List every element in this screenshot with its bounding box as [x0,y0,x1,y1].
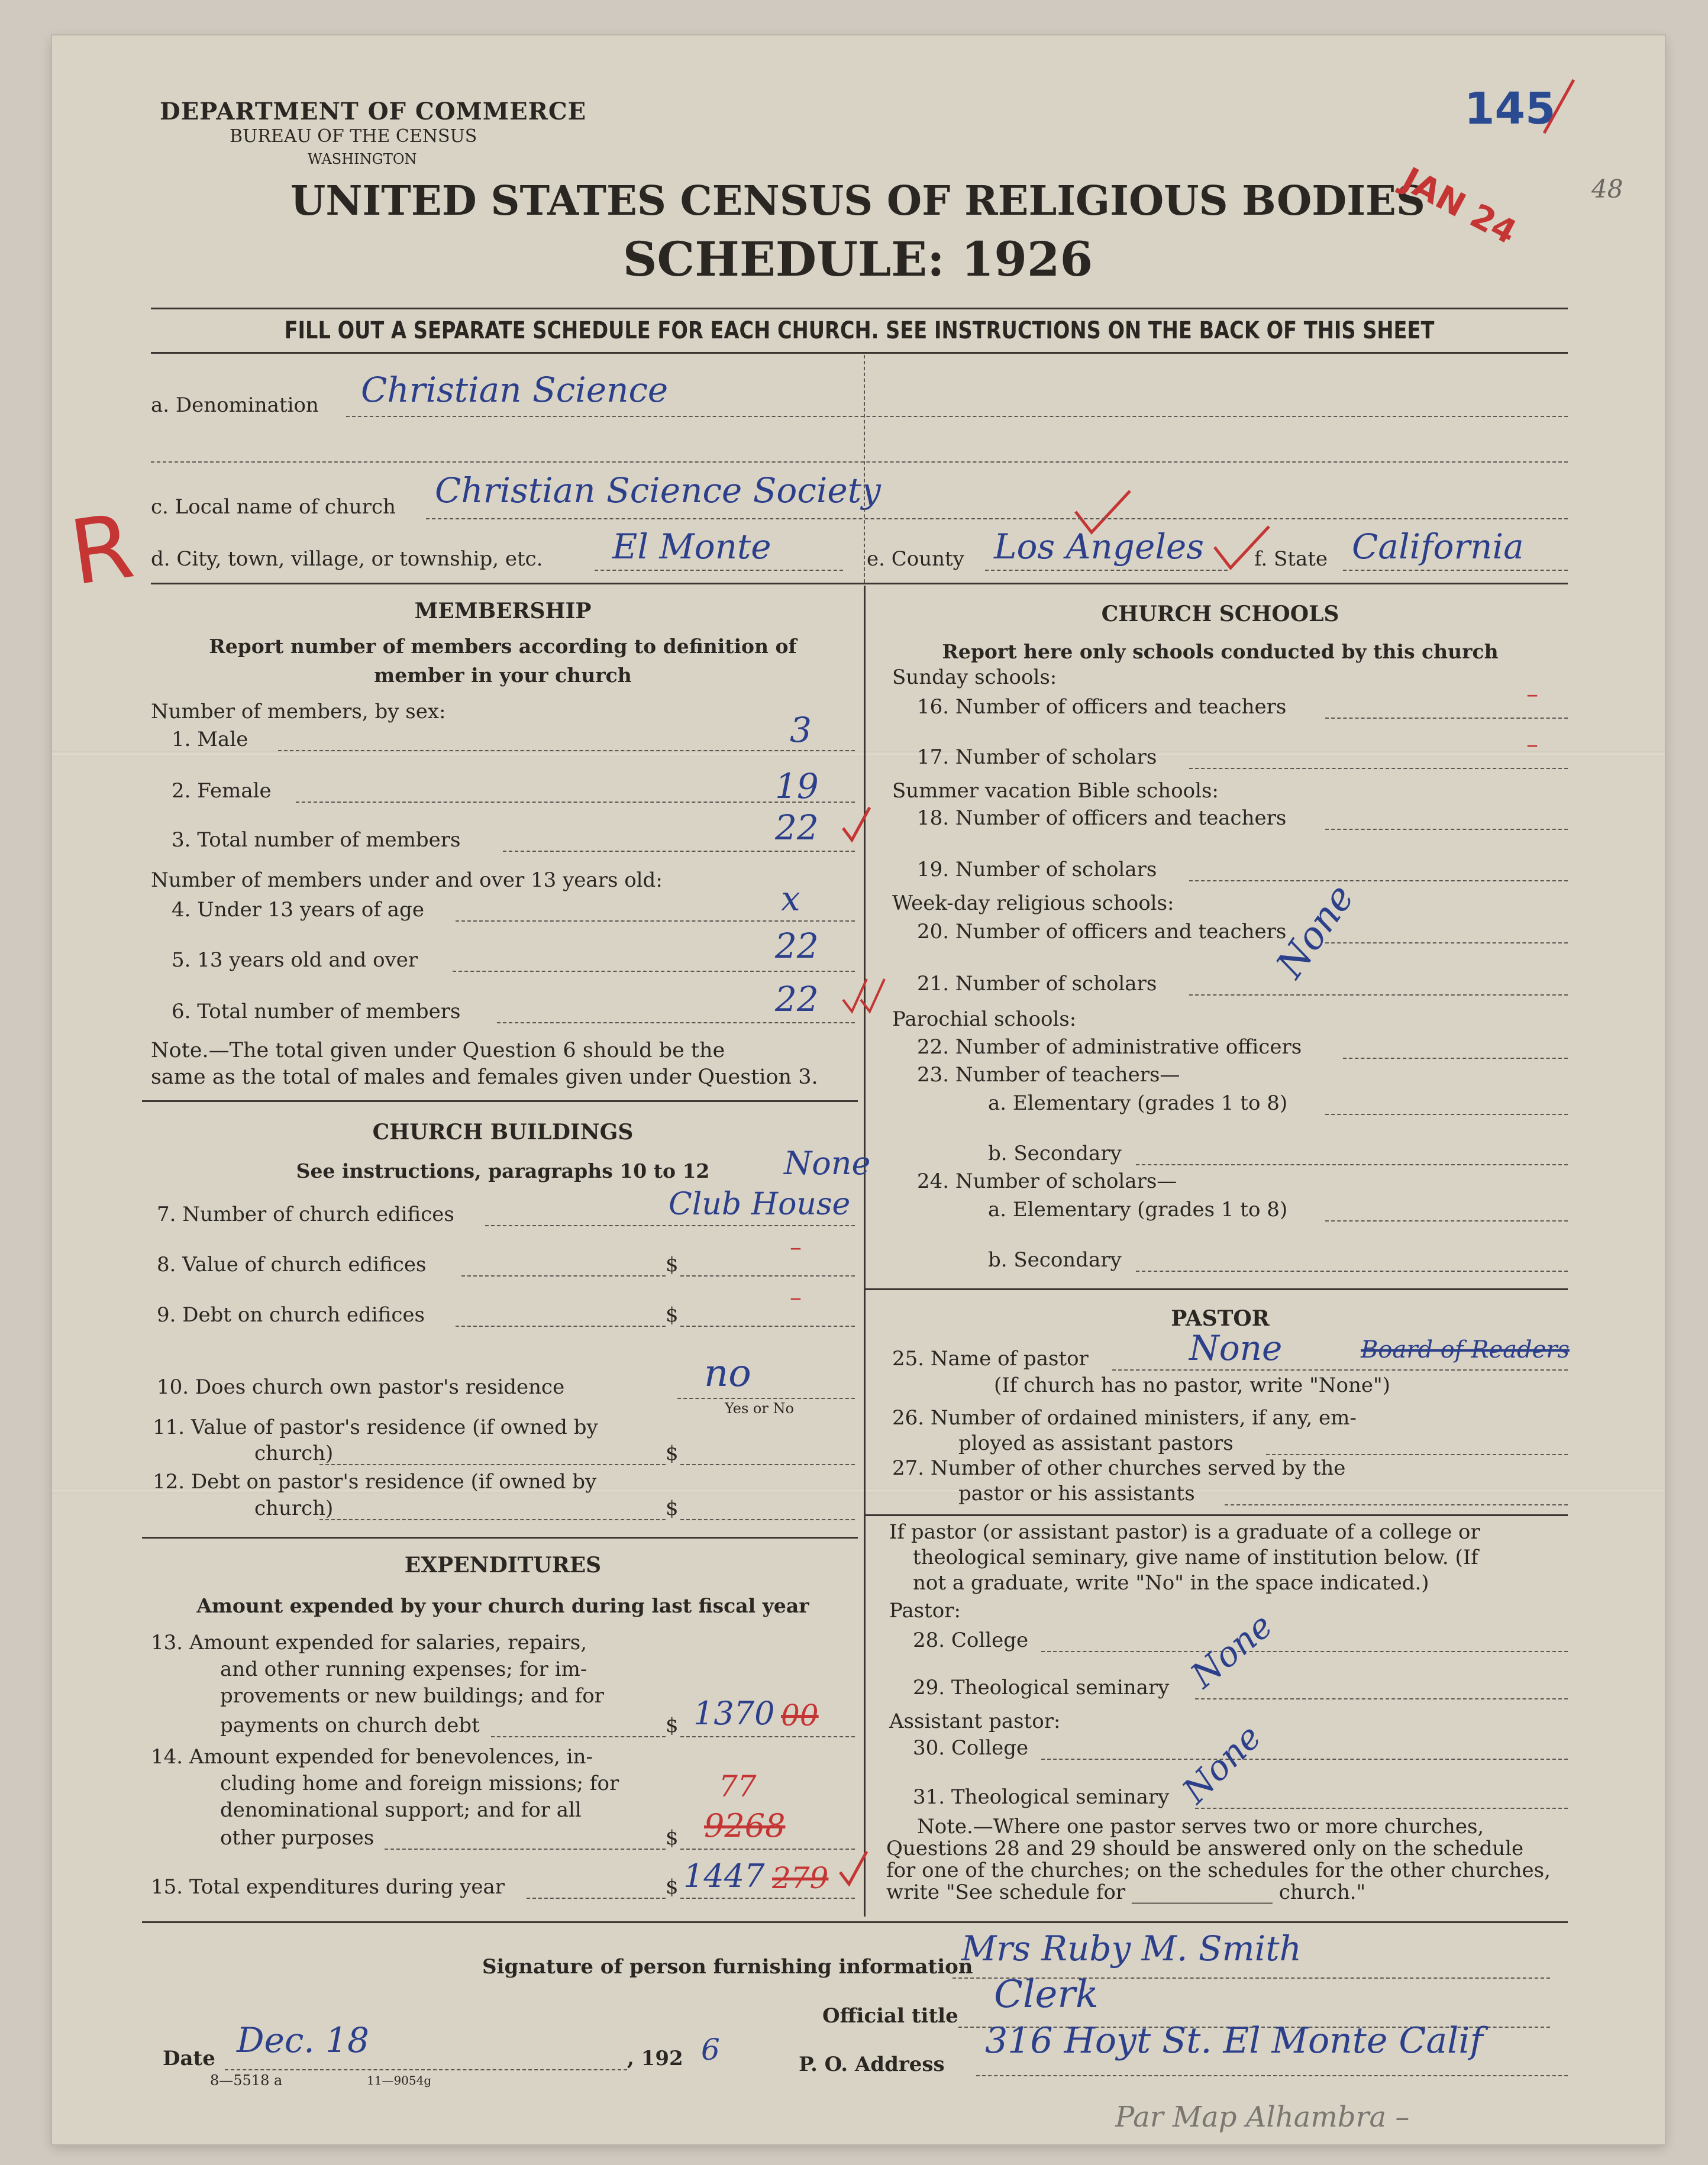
checkmark-icon [837,1849,873,1890]
rule [142,1921,1568,1923]
sunday-schools-label: Sunday schools: [892,665,1057,689]
form-title: UNITED STATES CENSUS OF RELIGIOUS BODIES [290,177,1425,225]
q29-label: 29. Theological seminary [913,1676,1170,1699]
q8-value-field[interactable]: – [790,1234,802,1261]
q8-label: 8. Value of church edifices [157,1253,427,1277]
po-address-line [976,2075,1568,2076]
q5-label: 5. 13 years old and over [172,948,418,972]
q22-line[interactable] [1343,1058,1568,1059]
corner-note: 48 [1591,175,1623,203]
q14-amount-line [680,1849,855,1850]
q13-amount-line [680,1736,855,1737]
checkmark-icon [1538,74,1580,139]
rule [142,1537,858,1539]
q1-label: 1. Male [172,728,248,751]
q23a-label: a. Elementary (grades 1 to 8) [988,1091,1288,1115]
form-subtitle: SCHEDULE: 1926 [622,231,1093,287]
dollar-sign: $ [666,1253,679,1277]
q31-label: 31. Theological seminary [913,1785,1170,1809]
pastor-sub-label: Pastor: [889,1599,961,1623]
q3-label: 3. Total number of members [172,828,461,852]
q13-label: 13. Amount expended for salaries, repairs, [151,1631,587,1655]
q6-label: 6. Total number of members [172,1000,461,1023]
department-name: DEPARTMENT OF COMMERCE [160,98,587,125]
rule [151,308,1568,309]
q12-label: church) [254,1497,334,1520]
q30-q31-none-field[interactable]: None [1174,1717,1269,1811]
q14-line [385,1849,666,1850]
q17-scholars-field[interactable]: – [1526,731,1538,758]
q30-label: 30. College [913,1736,1029,1760]
q1-male-field[interactable]: 3 [790,710,812,750]
q17-label: 17. Number of scholars [917,745,1157,769]
q13-struck-amount: 00 [781,1698,819,1733]
date-line [225,2069,627,2070]
pastor-heading: PASTOR [1171,1306,1270,1331]
q19-line[interactable] [1189,880,1568,881]
q15-label: 15. Total expenditures during year [151,1875,505,1899]
expenditures-intro: Amount expended by your church during last fiscal year [196,1594,809,1617]
official-title-field[interactable]: Clerk [994,1973,1099,2017]
date-field[interactable]: Dec. 18 [237,2020,369,2060]
bureau-name: BUREAU OF THE CENSUS [230,126,477,147]
buildings-heading: CHURCH BUILDINGS [372,1120,634,1145]
q31-line [1195,1808,1568,1809]
rule [142,1100,858,1102]
county-field[interactable]: Los Angeles [994,526,1204,567]
official-title-label: Official title [822,2004,958,2028]
q27-label: pastor or his assistants [958,1482,1195,1505]
q29-line [1195,1698,1568,1699]
q26-label: ployed as assistant pastors [958,1432,1234,1455]
denomination-field[interactable]: Christian Science [361,370,669,410]
q23a-line[interactable] [1325,1114,1568,1115]
rule [151,583,1568,584]
members-by-age: Number of members under and over 13 years old: [151,868,663,892]
year-field[interactable]: 6 [701,2032,720,2067]
q2-female-field[interactable]: 19 [775,766,819,806]
checkmark-icon [840,976,887,1017]
rule [866,1514,1568,1516]
q4-line [456,920,855,922]
schools-heading: CHURCH SCHOOLS [1101,602,1339,626]
local-name-line [426,518,1568,519]
dollar-sign: $ [666,1875,679,1899]
q28-line [1041,1651,1568,1652]
local-name-field[interactable]: Christian Science Society [435,470,881,510]
q16-label: 16. Number of officers and teachers [917,695,1287,719]
form-number: 8—5518 a [210,2072,283,2089]
q14-label: denominational support; and for all [220,1798,582,1822]
q11-label: 11. Value of pastor's residence (if owned by [153,1416,598,1439]
q1-line [278,750,855,751]
q2-line [296,802,855,803]
dollar-sign: $ [666,1714,679,1737]
q24b-line[interactable] [1136,1271,1568,1272]
county-label: e. County [867,547,964,571]
q26-label: 26. Number of ordained ministers, if any, em- [892,1406,1357,1430]
q24a-label: a. Elementary (grades 1 to 8) [988,1198,1288,1222]
q16-officers-field[interactable]: – [1526,681,1538,708]
membership-note: same as the total of males and females given under Question 3. [151,1065,818,1089]
q9-line [456,1326,666,1327]
q25-struck-text: Board of Readers [1361,1336,1570,1363]
weekday-schools-label: Week-day religious schools: [892,891,1174,915]
q5-13plus-field[interactable]: 22 [775,926,819,966]
q20-label: 20. Number of officers and teachers [917,920,1287,943]
q11-amount-line[interactable] [680,1464,855,1465]
checkmark-icon [840,804,876,846]
q7-edifices-field[interactable]: Club House [669,1187,851,1222]
q7-label: 7. Number of church edifices [157,1203,454,1226]
pastor-note: for one of the churches; on the schedules for the other churches, [886,1859,1551,1882]
q12-amount-line[interactable] [680,1519,855,1520]
q14-label: cluding home and foreign missions; for [220,1772,619,1795]
signature-label: Signature of person furnishing information [482,1955,973,1979]
rule [151,352,1568,354]
assistant-sub-label: Assistant pastor: [889,1710,1061,1733]
q20-line[interactable] [1325,942,1568,943]
q21-label: 21. Number of scholars [917,972,1157,996]
q14-amount-field[interactable]: 77 [719,1769,757,1804]
expenditures-heading: EXPENDITURES [404,1553,602,1578]
column-divider [864,586,866,1917]
q13-amount-field[interactable]: 1370 [693,1695,775,1732]
city-label: d. City, town, village, or township, etc. [151,547,543,571]
schools-intro: Report here only schools conducted by this church [942,640,1499,663]
q25-hint: (If church has no pastor, write "None") [994,1374,1390,1397]
q9-amount-line [680,1326,855,1327]
dollar-sign: $ [666,1497,679,1520]
q9-label: 9. Debt on church edifices [157,1303,425,1327]
q5-line [453,971,855,972]
q24a-line[interactable] [1325,1220,1568,1222]
q27-label: 27. Number of other churches served by the [892,1456,1346,1480]
q25-line [1112,1369,1568,1371]
q24-label: 24. Number of scholars— [917,1169,1177,1193]
q11-label: church) [254,1442,334,1465]
dollar-sign: $ [666,1826,679,1850]
q14-struck-amount: 9268 [704,1807,786,1844]
q3-line [503,851,855,852]
q28-label: 28. College [913,1628,1029,1652]
q10-line [677,1398,855,1399]
stamp-number: 145 [1464,83,1556,134]
state-field[interactable]: California [1352,526,1524,567]
q23b-label: b. Secondary [988,1142,1122,1165]
po-address-label: P. O. Address [799,2053,945,2076]
state-line [1343,570,1568,571]
q22-label: 22. Number of administrative officers [917,1035,1302,1059]
q14-label: 14. Amount expended for benevolences, in- [151,1745,593,1769]
city-line [595,570,843,571]
dollar-sign: $ [666,1303,679,1327]
q18-label: 18. Number of officers and teachers [917,806,1287,830]
signature-field[interactable]: Mrs Ruby M. Smith [961,1928,1302,1969]
q23-label: 23. Number of teachers— [917,1063,1180,1087]
blank-line [151,461,1568,463]
po-address-field[interactable]: 316 Hoyt St. El Monte Calif [985,2020,1483,2061]
separate-schedule-instruction: FILL OUT A SEPARATE SCHEDULE FOR EACH CHURCH. SEE INSTRUCTIONS ON THE BACK OF THIS SHEET [284,317,1435,344]
year-prefix: , 192 [627,2047,683,2070]
buildings-none-note[interactable]: None [784,1145,871,1182]
q8-amount-line [680,1275,855,1277]
column-divider [864,355,865,583]
q19-label: 19. Number of scholars [917,858,1157,881]
q13-label: and other running expenses; for im- [220,1657,587,1681]
q27-line[interactable] [1225,1504,1568,1505]
print-code: 11—9054g [367,2073,432,2088]
q26-line[interactable] [1266,1454,1568,1455]
rule [866,1288,1568,1290]
denomination-label: a. Denomination [151,393,319,417]
pastor-note: write "See schedule for ______________ church." [886,1880,1366,1904]
q15-line [527,1898,666,1899]
local-name-label: c. Local name of church [151,495,396,519]
q10-hint: Yes or No [725,1400,794,1417]
received-date-stamp: JAN 24 [1396,160,1523,253]
pastor-note: Note.—Where one pastor serves two or more churches, [917,1815,1484,1838]
q15-total-field[interactable]: 1447 [683,1857,765,1895]
buildings-intro: See instructions, paragraphs 10 to 12 [296,1159,710,1182]
margin-red-mark: R [64,495,140,606]
q15-struck-amount: 279 [772,1861,829,1895]
graduate-instruction: theological seminary, give name of institution below. (If [913,1546,1478,1569]
membership-heading: MEMBERSHIP [414,599,592,623]
q3-total-field[interactable]: 22 [775,807,819,848]
q17-line [1189,768,1568,769]
q28-q29-none-field[interactable]: None [1183,1605,1280,1696]
schools-none-field[interactable]: None [1268,877,1363,986]
parochial-schools-label: Parochial schools: [892,1007,1077,1031]
q4-label: 4. Under 13 years of age [172,898,424,922]
q9-debt-field[interactable]: – [790,1284,802,1311]
county-line [985,570,1228,571]
q4-under13-field[interactable]: x [781,878,800,919]
denomination-line [346,416,1568,417]
q10-residence-field[interactable]: no [704,1352,751,1395]
q8-line [461,1275,666,1277]
q6-total-field[interactable]: 22 [775,979,819,1019]
q18-line[interactable] [1325,829,1568,830]
q12-label: 12. Debt on pastor's residence (if owned by [153,1470,597,1494]
date-label: Date [163,2047,215,2070]
q21-line[interactable] [1189,994,1568,996]
q25-label: 25. Name of pastor [892,1347,1089,1371]
bureau-city: WASHINGTON [308,151,417,167]
q25-pastor-name-field[interactable]: None [1189,1328,1283,1368]
q11-line [319,1464,666,1465]
q15-amount-line [680,1898,855,1899]
members-by-sex: Number of members, by sex: [151,700,446,723]
q23b-line[interactable] [1136,1164,1568,1165]
q10-label: 10. Does church own pastor's residence [157,1375,565,1399]
summer-schools-label: Summer vacation Bible schools: [892,779,1219,803]
q12-line [319,1519,666,1520]
q13-label: payments on church debt [220,1714,480,1737]
q30-line [1041,1759,1568,1760]
graduate-instruction: not a graduate, write "No" in the space indicated.) [913,1571,1429,1595]
q13-line [491,1736,666,1737]
q6-line [497,1022,855,1023]
q14-label: other purposes [220,1826,374,1850]
state-label: f. State [1254,547,1328,571]
membership-intro: Report number of members according to definition of [209,635,797,658]
q13-label: provements or new buildings; and for [220,1684,604,1708]
pastor-note: Questions 28 and 29 should be answered only on the schedule [886,1837,1524,1860]
membership-intro: member in your church [374,664,632,687]
pencil-note: Par Map Alhambra – [1115,2101,1410,2134]
graduate-instruction: If pastor (or assistant pastor) is a graduate of a college or [889,1520,1480,1544]
paper-fold [52,751,1665,757]
city-field[interactable]: El Monte [612,526,771,567]
q7-line [485,1225,855,1226]
membership-note: Note.—The total given under Question 6 should be the [151,1039,725,1062]
q16-line [1325,718,1568,719]
q2-label: 2. Female [172,779,272,803]
dollar-sign: $ [666,1442,679,1465]
q24b-label: b. Secondary [988,1248,1122,1272]
